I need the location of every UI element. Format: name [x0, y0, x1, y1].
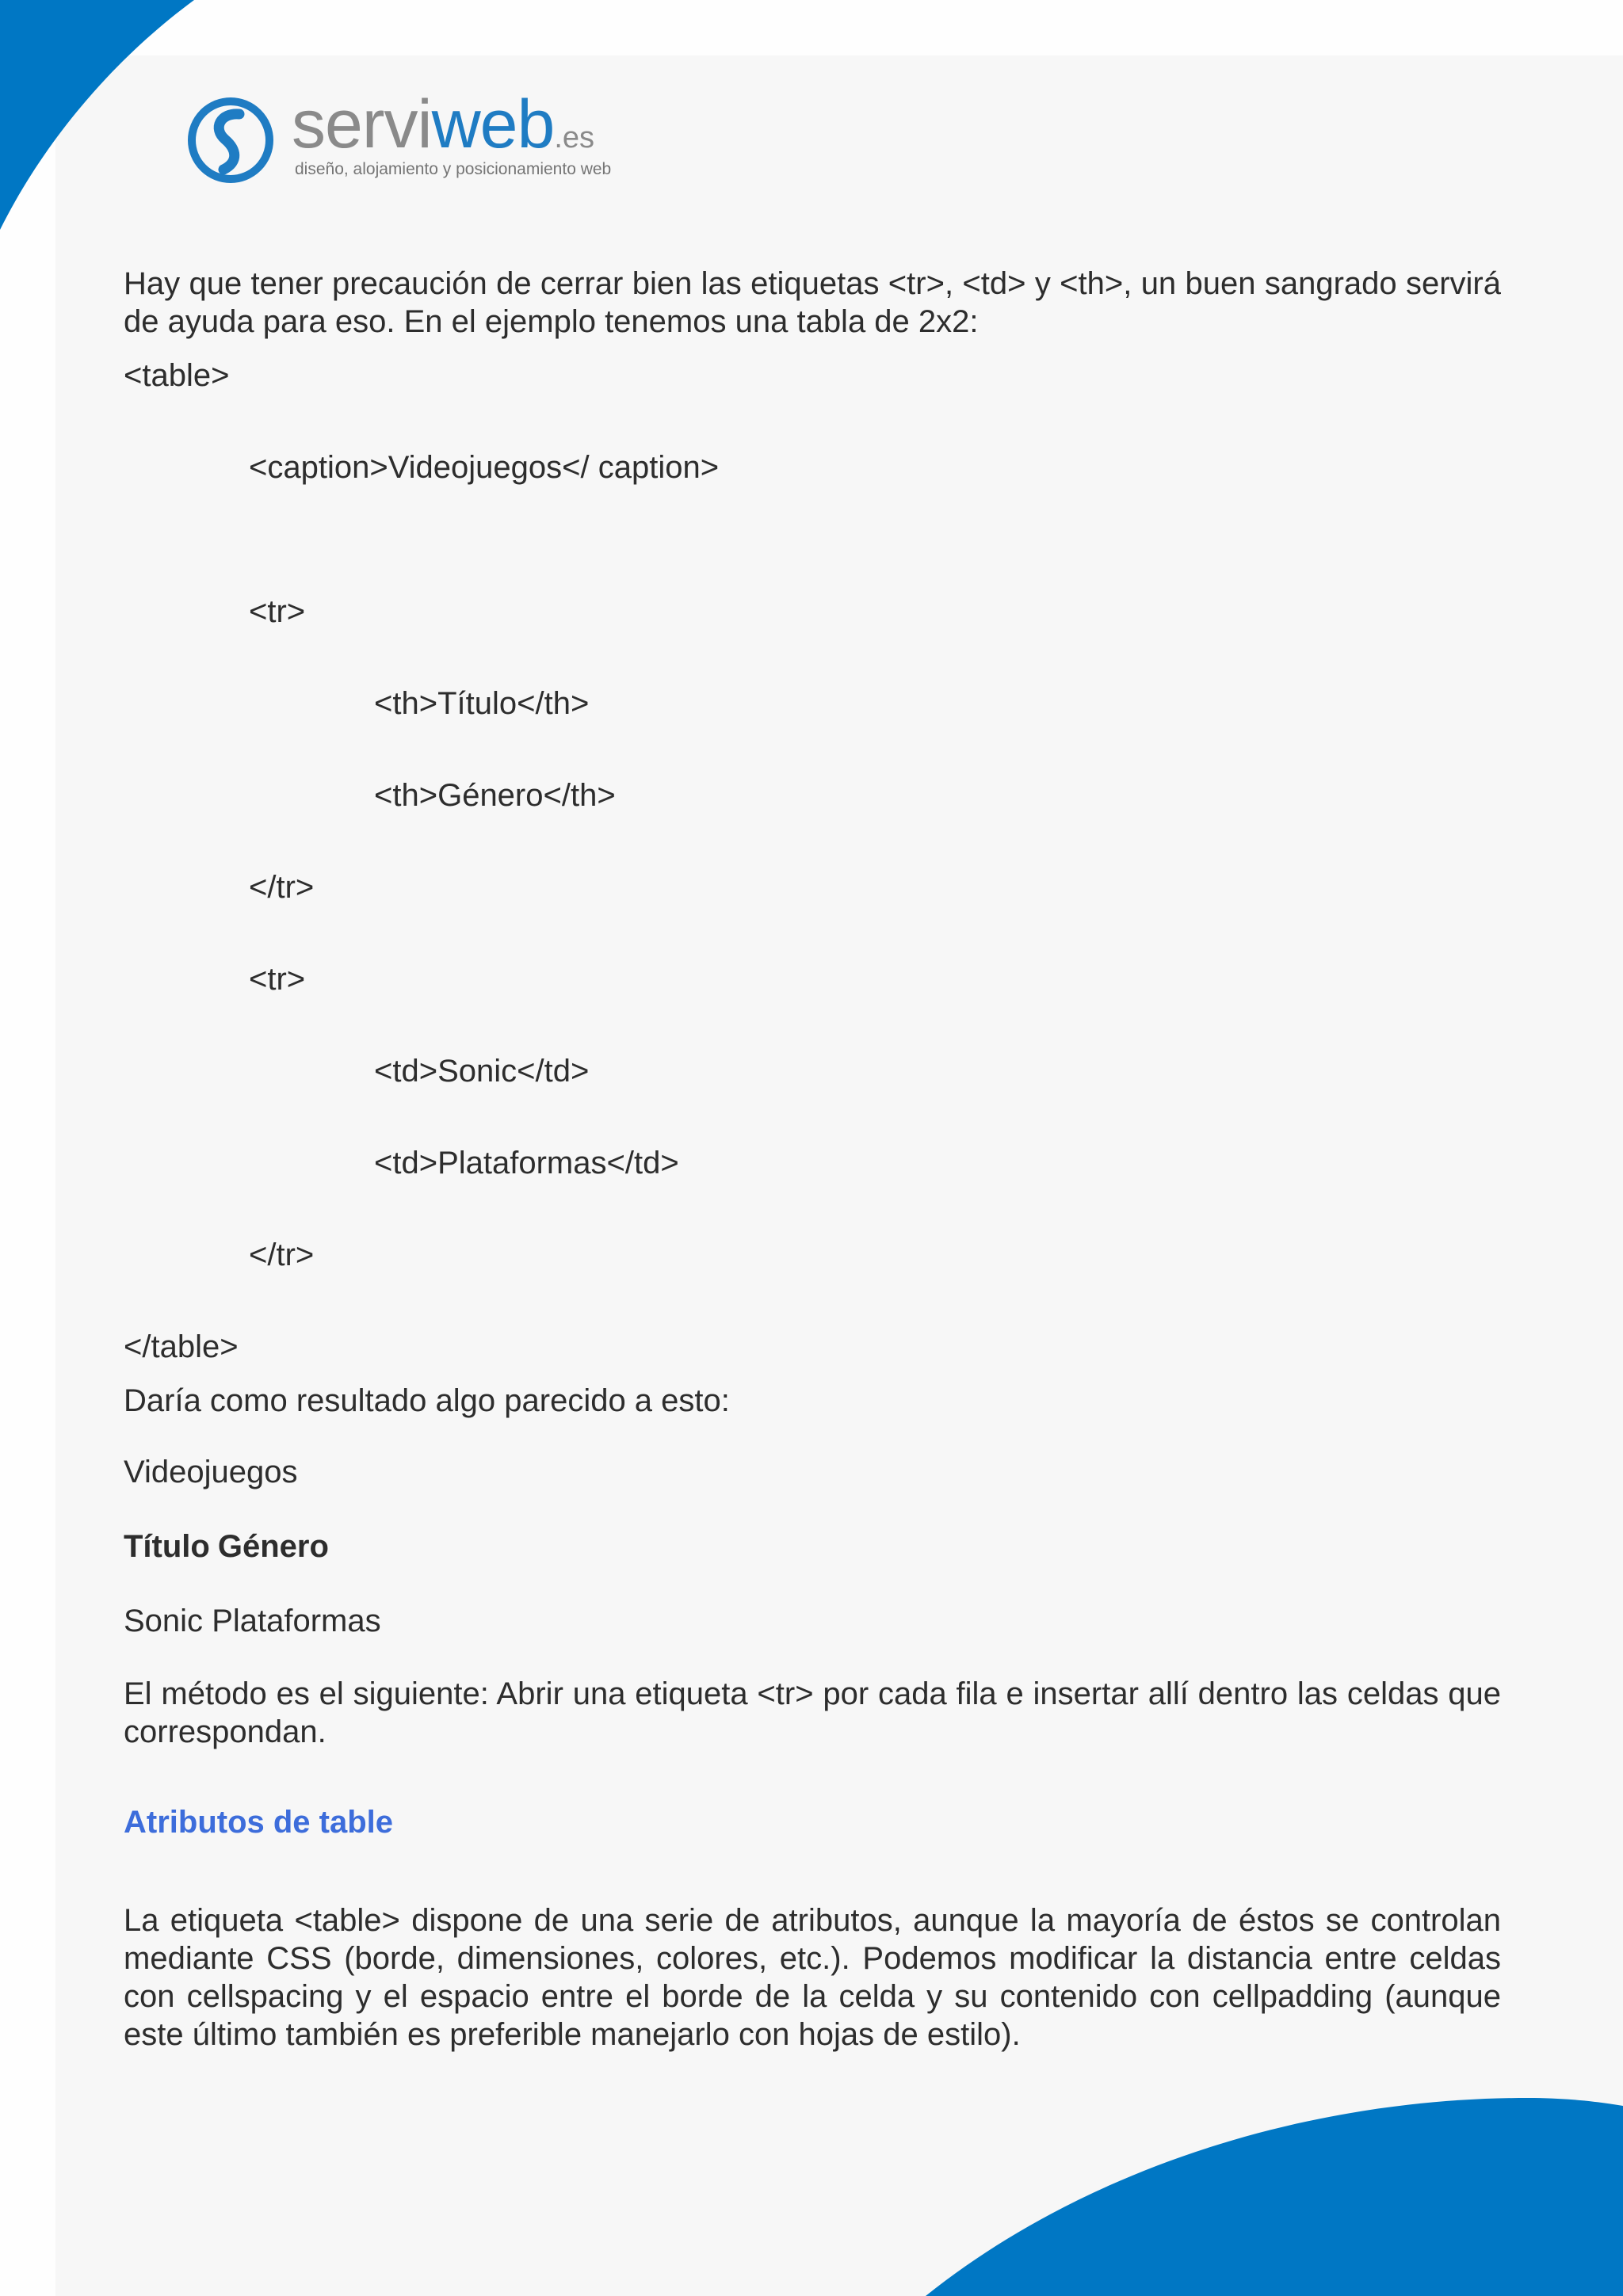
code-tr-close-1: </tr>: [249, 870, 315, 905]
code-td-2: <td>Plataformas</td>: [374, 1146, 679, 1180]
intro-paragraph: Hay que tener precaución de cerrar bien las etiquetas <tr>, <td> y <th>, un buen sangrado servirá de ayuda para eso. En el ejemplo tenemos una tabla de 2x2:: [124, 266, 1501, 339]
logo-tagline: diseño, alojamiento y posicionamiento web: [295, 160, 612, 178]
code-th-2: <th>Género</th>: [374, 778, 616, 813]
code-th-1: <th>Título</th>: [374, 686, 590, 721]
code-caption: <caption>Videojuegos</ caption>: [249, 450, 720, 485]
code-tr-open-2: <tr>: [249, 962, 306, 997]
serviweb-logo-icon: [187, 97, 274, 184]
result-header-row: [124, 1527, 329, 1566]
result-intro: Daría como resultado algo parecido a esto:: [124, 1383, 730, 1418]
result-header-cell: Género: [217, 1529, 329, 1564]
code-tr-close-2: </tr>: [249, 1238, 315, 1272]
result-caption: Videojuegos: [124, 1455, 298, 1489]
logo-wordmark: [292, 86, 595, 162]
top-left-decorative-swoosh: [0, 0, 206, 238]
code-table-open: <table>: [124, 358, 230, 393]
logo-wordmark-suffix: .es: [554, 121, 595, 154]
result-data-cell: Plataformas: [212, 1604, 381, 1638]
logo-wordmark-web: web: [431, 86, 555, 162]
attributes-paragraph: La etiqueta <table> dispone de una serie de atributos, aunque la mayoría de éstos se controlan mediante CSS (borde, dimensiones, colores, etc.). Podemos modificar la distancia entre celdas con cellspacing y el espacio entre el borde de la celda y su contenido con cellpadding (aunque este último también es preferible manejarlo con hojas de estilo).: [124, 1903, 1501, 2052]
bottom-right-decorative-swoosh: [926, 2098, 1623, 2296]
logo-wordmark-servi: servi: [292, 86, 432, 162]
code-table-close: </table>: [124, 1329, 239, 1364]
method-paragraph: El método es el siguiente: Abrir una etiqueta <tr> por cada fila e insertar allí dentro las celdas que correspondan.: [124, 1676, 1501, 1749]
result-data-row: [124, 1602, 381, 1640]
section-heading: Atributos de table: [124, 1805, 394, 1840]
result-data-cell: Sonic: [124, 1604, 204, 1638]
code-td-1: <td>Sonic</td>: [374, 1054, 590, 1089]
result-header-cell: Título: [124, 1529, 210, 1564]
code-tr-open-1: <tr>: [249, 594, 306, 629]
serviweb-logo: [187, 86, 631, 190]
